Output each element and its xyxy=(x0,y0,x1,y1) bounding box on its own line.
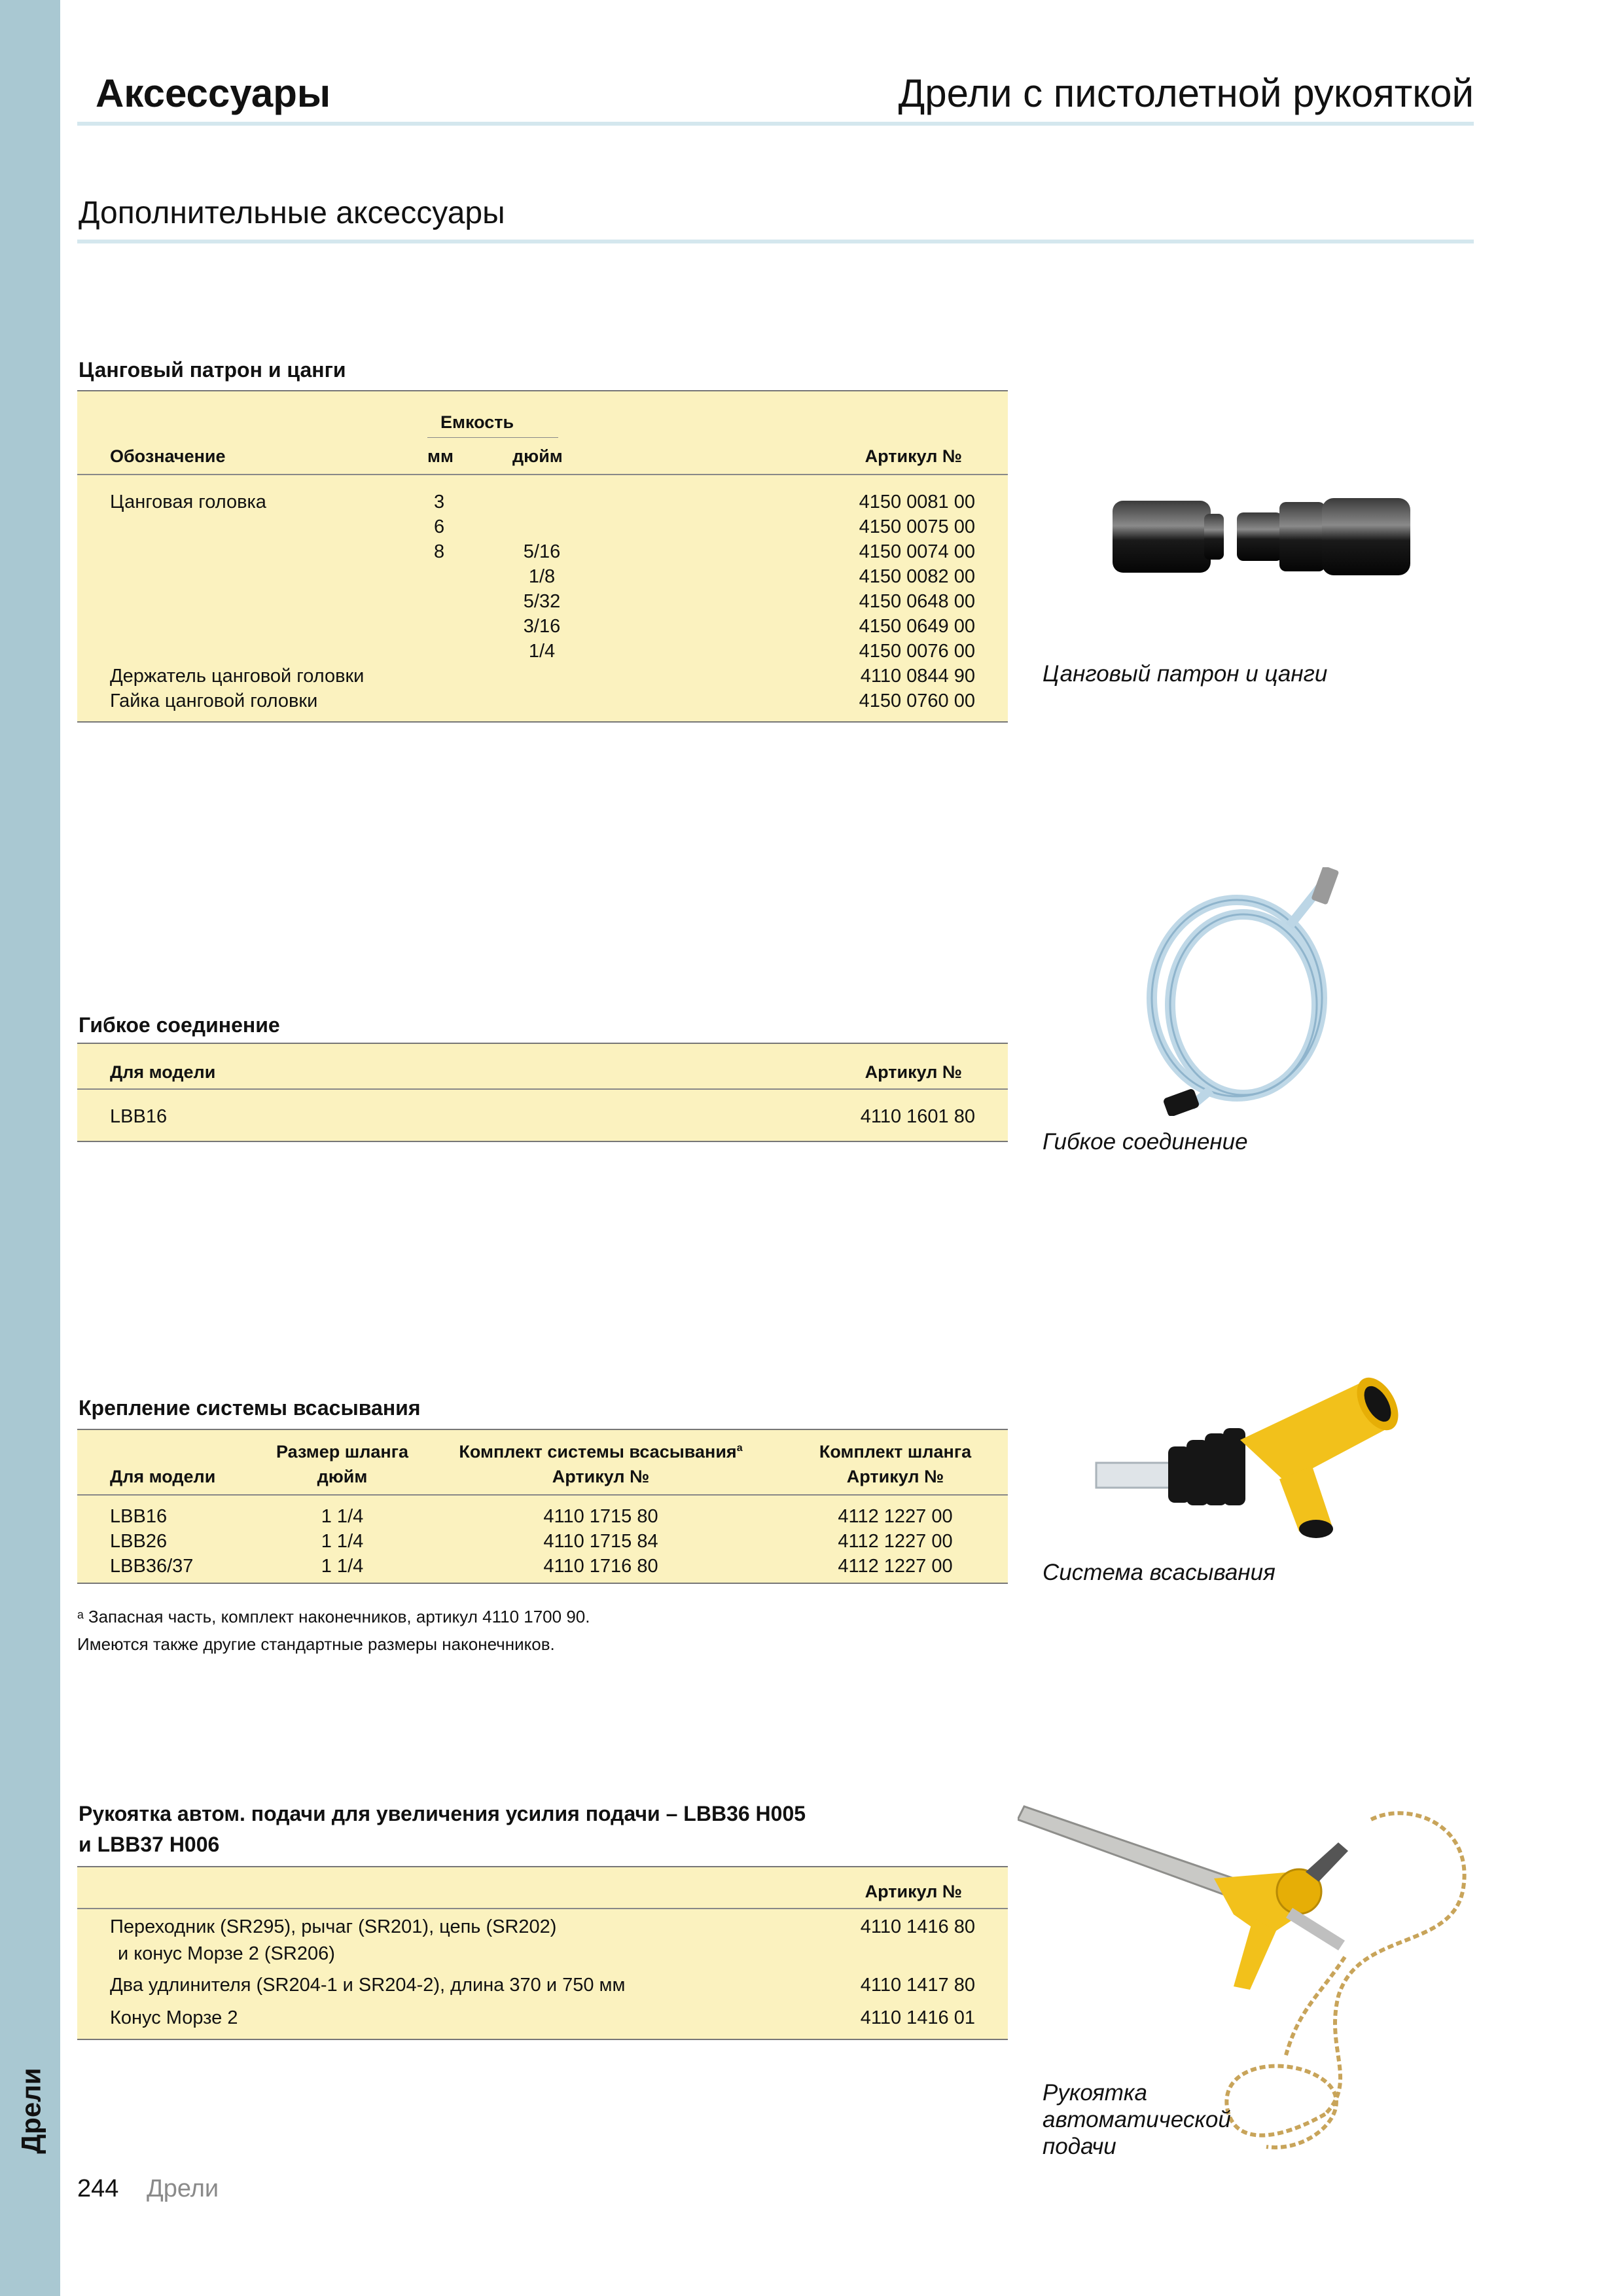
suction-caption: Система всасывания xyxy=(1043,1560,1275,1585)
table-cell-hosekit: 4112 1227 00 xyxy=(838,1556,953,1577)
collet-section-title: Цанговый патрон и цанги xyxy=(79,358,346,382)
table-cell-article: 4110 1601 80 xyxy=(860,1106,975,1127)
table-cell-article: 4150 0075 00 xyxy=(859,516,975,537)
table-cell-kit: 4110 1716 80 xyxy=(543,1556,658,1577)
flexible-hose-photo xyxy=(1139,867,1361,1116)
suction-system-photo xyxy=(1090,1368,1404,1538)
table-cell-inch: 1/4 xyxy=(528,641,556,662)
feed-section-title: Рукоятка автом. подачи для увеличения усилия подачи – LBB36 H005 xyxy=(79,1802,806,1825)
subheading-rule xyxy=(77,240,1474,243)
table-cell-article: 4150 0082 00 xyxy=(859,566,975,587)
header-divider xyxy=(77,1908,1008,1909)
table-cell-inch: 1/8 xyxy=(528,566,556,587)
table-cell-model: LBB26 xyxy=(110,1531,168,1552)
table-cell-mm: 6 xyxy=(434,516,445,537)
col-model-header: Для модели xyxy=(110,1062,216,1082)
feed-section-title-cont: и LBB37 H006 xyxy=(79,1833,220,1856)
page-number: 244 xyxy=(77,2175,119,2202)
table-cell-inch: 5/16 xyxy=(523,541,561,562)
table-cell-hose: 1 1/4 xyxy=(321,1556,364,1577)
feed-caption-line2: автоматической xyxy=(1043,2107,1231,2132)
table-cell-article: 4150 0076 00 xyxy=(859,641,975,662)
table-cell-name: Держатель цанговой головки xyxy=(110,666,365,687)
table-cell-name: Цанговая головка xyxy=(110,492,266,512)
table-cell-mm: 3 xyxy=(434,492,445,512)
table-cell-article: 4150 0074 00 xyxy=(859,541,975,562)
col-name-header: Обозначение xyxy=(110,446,226,466)
footer-section: Дрели xyxy=(147,2175,219,2202)
table-cell-name: Два удлинителя (SR204-1 и SR204-2), длина 370 и 750 мм xyxy=(110,1975,626,1996)
header-divider xyxy=(77,1494,1008,1496)
col-article-header: Артикул № xyxy=(865,446,962,466)
table-cell-article: 4150 0081 00 xyxy=(859,492,975,512)
table-cell-article: 4110 1416 80 xyxy=(860,1916,975,1937)
table-cell-hose: 1 1/4 xyxy=(321,1506,364,1527)
table-cell-model: LBB16 xyxy=(110,1106,168,1127)
suction-table xyxy=(77,1429,1008,1584)
page-category-title: Дрели с пистолетной рукояткой xyxy=(898,71,1474,115)
col-hose-header: Размер шланга xyxy=(276,1442,408,1462)
table-cell-hosekit: 4112 1227 00 xyxy=(838,1531,953,1552)
table-cell-hosekit: 4112 1227 00 xyxy=(838,1506,953,1527)
table-cell-article: 4110 0844 90 xyxy=(860,666,975,687)
side-tab-label: Дрели xyxy=(16,2068,46,2154)
table-cell-name: Конус Морзе 2 xyxy=(110,2007,238,2028)
feed-caption-line1: Рукоятка xyxy=(1043,2080,1147,2106)
table-cell-article: 4150 0649 00 xyxy=(859,616,975,637)
feed-table xyxy=(77,1866,1008,2040)
col-hose-unit: дюйм xyxy=(317,1467,368,1486)
col-article-header: Артикул № xyxy=(865,1882,962,1901)
side-tab-bar xyxy=(0,0,60,2296)
table-cell-mm: 8 xyxy=(434,541,445,562)
group-underline xyxy=(427,437,558,438)
table-cell-kit: 4110 1715 80 xyxy=(543,1506,658,1527)
col-inch-header: дюйм xyxy=(512,446,563,466)
header-divider xyxy=(77,474,1008,475)
table-cell-hose: 1 1/4 xyxy=(321,1531,364,1552)
col-mm-header: мм xyxy=(427,446,454,466)
page-title: Аксессуары xyxy=(96,71,331,115)
col-kit-article: Артикул № xyxy=(552,1467,650,1486)
table-cell-article: 4150 0648 00 xyxy=(859,591,975,612)
table-cell-inch: 3/16 xyxy=(523,616,561,637)
col-article-header: Артикул № xyxy=(865,1062,962,1082)
flexible-table xyxy=(77,1043,1008,1142)
table-cell-kit: 4110 1715 84 xyxy=(543,1531,658,1552)
table-cell-name: Переходник (SR295), рычаг (SR201), цепь (SR202) xyxy=(110,1916,557,1937)
table-cell-article: 4150 0760 00 xyxy=(859,691,975,711)
table-cell-article: 4110 1416 01 xyxy=(860,2007,975,2028)
table-cell-model: LBB16 xyxy=(110,1506,168,1527)
suction-section-title: Крепление системы всасывания xyxy=(79,1396,421,1420)
flexible-caption: Гибкое соединение xyxy=(1043,1129,1248,1155)
col-model-header: Для модели xyxy=(110,1467,216,1486)
collet-chuck-photo xyxy=(1106,488,1420,586)
header-divider xyxy=(77,1088,1008,1090)
footnote-extra: Имеются также другие стандартные размеры наконечников. xyxy=(77,1634,555,1654)
flexible-section-title: Гибкое соединение xyxy=(79,1013,280,1037)
col-hosekit-header: Комплект шланга xyxy=(819,1442,972,1462)
collet-table xyxy=(77,390,1008,723)
subheading: Дополнительные аксессуары xyxy=(79,196,505,230)
col-kit-header: Комплект системы всасывания$^a$ xyxy=(459,1442,743,1462)
collet-group-header: Емкость xyxy=(440,412,514,432)
table-cell-model: LBB36/37 xyxy=(110,1556,194,1577)
feed-caption-line3: подачи xyxy=(1043,2134,1116,2159)
table-cell-name: Гайка цанговой головки xyxy=(110,691,318,711)
table-cell-inch: 5/32 xyxy=(523,591,561,612)
header-rule xyxy=(77,122,1474,126)
table-cell-article: 4110 1417 80 xyxy=(860,1975,975,1996)
col-hosekit-article: Артикул № xyxy=(846,1467,944,1486)
footnote: ᵃ Запасная часть, комплект наконечников, артикул 4110 1700 90. xyxy=(77,1607,590,1626)
table-cell-name-cont: и конус Морзе 2 (SR206) xyxy=(118,1943,335,1964)
collet-caption: Цанговый патрон и цанги xyxy=(1043,661,1328,687)
